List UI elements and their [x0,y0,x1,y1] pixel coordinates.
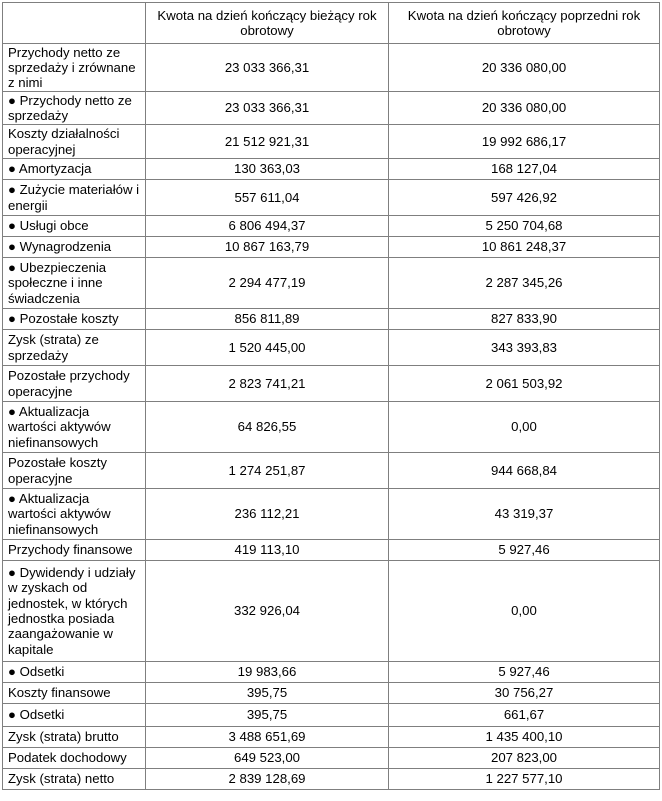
table-row [3,453,660,489]
row-label: ● Pozostałe koszty [3,309,146,330]
current-year-value: 395,75 [146,683,389,704]
current-year-value: 2 823 741,21 [146,366,389,402]
row-label: ● Aktualizacja wartości aktywów niefinansowych [3,402,146,453]
previous-year-value: 944 668,84 [389,453,660,489]
table-row [3,216,660,237]
table-header [3,3,660,44]
header-previous-year: Kwota na dzień kończący poprzedni rok obrotowy [389,3,660,44]
previous-year-value: 827 833,90 [389,309,660,330]
table-row [3,769,660,790]
table-row [3,92,660,125]
table-row [3,44,660,92]
current-year-value: 649 523,00 [146,748,389,769]
current-year-value: 23 033 366,31 [146,92,389,125]
previous-year-value: 0,00 [389,561,660,662]
row-label: ● Przychody netto ze sprzedaży [3,92,146,125]
row-label: ● Odsetki [3,704,146,727]
previous-year-value: 5 927,46 [389,662,660,683]
table-row [3,727,660,748]
row-label: Koszty działalności operacyjnej [3,125,146,159]
header-current-year: Kwota na dzień kończący bieżący rok obrotowy [146,3,389,44]
previous-year-value: 2 287 345,26 [389,258,660,309]
table-row [3,402,660,453]
row-label: Pozostałe koszty operacyjne [3,453,146,489]
previous-year-value: 1 227 577,10 [389,769,660,790]
row-label: Przychody netto ze sprzedaży i zrównane z nimi [3,44,146,92]
current-year-value: 419 113,10 [146,540,389,561]
row-label: ● Wynagrodzenia [3,237,146,258]
row-label: Podatek dochodowy [3,748,146,769]
current-year-value: 557 611,04 [146,180,389,216]
financial-statement-table [2,2,660,790]
table-row [3,683,660,704]
previous-year-value: 343 393,83 [389,330,660,366]
header-row [3,3,660,44]
row-label: ● Zużycie materiałów i energii [3,180,146,216]
previous-year-value: 10 861 248,37 [389,237,660,258]
row-label: Zysk (strata) ze sprzedaży [3,330,146,366]
table-row [3,258,660,309]
table-row [3,330,660,366]
table-row [3,159,660,180]
table-row [3,704,660,727]
previous-year-value: 661,67 [389,704,660,727]
current-year-value: 130 363,03 [146,159,389,180]
table-row [3,237,660,258]
previous-year-value: 20 336 080,00 [389,44,660,92]
row-label: Przychody finansowe [3,540,146,561]
previous-year-value: 19 992 686,17 [389,125,660,159]
previous-year-value: 597 426,92 [389,180,660,216]
previous-year-value: 1 435 400,10 [389,727,660,748]
previous-year-value: 2 061 503,92 [389,366,660,402]
table-row [3,366,660,402]
table-row [3,662,660,683]
table-row [3,125,660,159]
current-year-value: 2 839 128,69 [146,769,389,790]
current-year-value: 3 488 651,69 [146,727,389,748]
previous-year-value: 0,00 [389,402,660,453]
current-year-value: 23 033 366,31 [146,44,389,92]
current-year-value: 1 274 251,87 [146,453,389,489]
row-label: ● Odsetki [3,662,146,683]
current-year-value: 10 867 163,79 [146,237,389,258]
header-label-column [3,3,146,44]
row-label: ● Usługi obce [3,216,146,237]
table-row [3,180,660,216]
previous-year-value: 5 250 704,68 [389,216,660,237]
row-label: ● Dywidendy i udziały w zyskach od jednostek, w których jednostka posiada zaangażowanie w kapitale [3,561,146,662]
row-label: ● Amortyzacja [3,159,146,180]
table-row [3,748,660,769]
current-year-value: 332 926,04 [146,561,389,662]
table-body [3,44,660,790]
table-row [3,489,660,540]
row-label: ● Aktualizacja wartości aktywów niefinansowych [3,489,146,540]
current-year-value: 1 520 445,00 [146,330,389,366]
current-year-value: 64 826,55 [146,402,389,453]
row-label: Zysk (strata) brutto [3,727,146,748]
current-year-value: 236 112,21 [146,489,389,540]
table-row [3,309,660,330]
table-row [3,561,660,662]
row-label: ● Ubezpieczenia społeczne i inne świadczenia [3,258,146,309]
previous-year-value: 43 319,37 [389,489,660,540]
current-year-value: 2 294 477,19 [146,258,389,309]
current-year-value: 21 512 921,31 [146,125,389,159]
current-year-value: 856 811,89 [146,309,389,330]
row-label: Pozostałe przychody operacyjne [3,366,146,402]
current-year-value: 395,75 [146,704,389,727]
previous-year-value: 20 336 080,00 [389,92,660,125]
previous-year-value: 5 927,46 [389,540,660,561]
previous-year-value: 168 127,04 [389,159,660,180]
row-label: Zysk (strata) netto [3,769,146,790]
current-year-value: 6 806 494,37 [146,216,389,237]
previous-year-value: 30 756,27 [389,683,660,704]
previous-year-value: 207 823,00 [389,748,660,769]
row-label: Koszty finansowe [3,683,146,704]
current-year-value: 19 983,66 [146,662,389,683]
table-row [3,540,660,561]
